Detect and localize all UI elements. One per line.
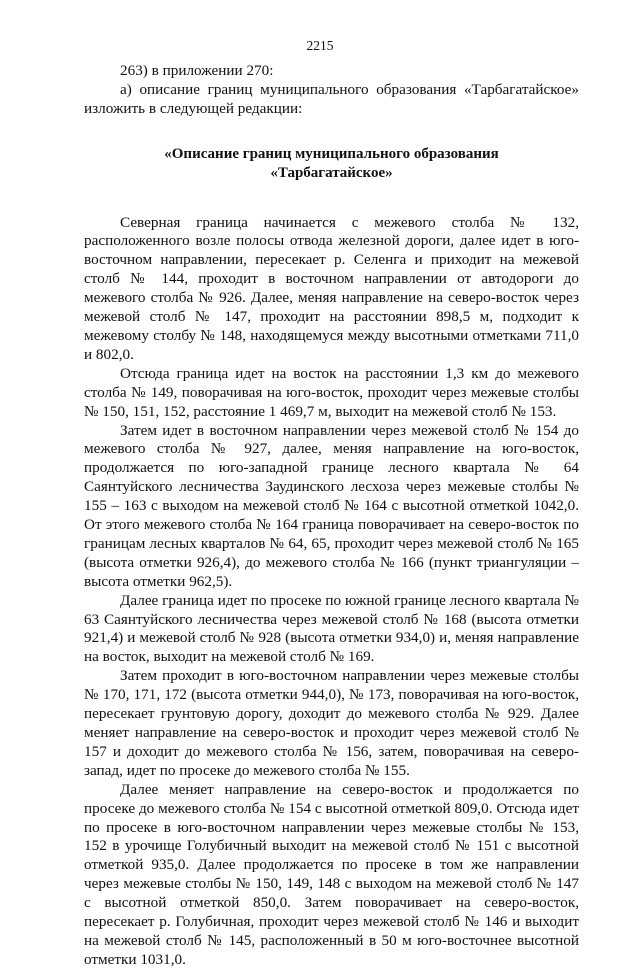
paragraph-1: Северная граница начинается с межевого столба № 132, расположенного возле полосы отвода железной дороги, далее идет в юго-восточном направлении, пересекает р. Селенга и приходит на межевой столб № 144, проходит в восточном направлении от автодороги до межевого столба № 926. Далее, меняя направление на северо-восток через межевой столб № 147, проходит на расстоянии 898,5 м, подходит к межевому столбу № 148, находящемуся между высотными отметками 711,0 и 802,0. <box>84 213 579 363</box>
page-number: 2215 <box>306 38 334 53</box>
paragraph-3: Затем идет в восточном направлении через межевой столб № 154 до межевого столба № 927, далее, меняя направление на юго-восток, продолжается по юго-западной границе лесного квартала № 64 Саянтуйского лесничества Заудинского лесхоза через межевые столбы № 155 – 163 с выходом на межевой столб № 164 с высотной отметкой 1042,0. От этого межевого столба № 164 граница поворачивает на северо-восток по границам лесных кварталов № 64, 65, проходит через межевой столб № 165 (высота отметки 926,4), до межевого столба № 166 (пункт триангуляции – высота отметки 962,5). <box>84 421 579 590</box>
paragraph-6: Далее меняет направление на северо-восток и продолжается по просеке до межевого столба № 154 с высотной отметкой 809,0. Отсюда идет по просеке в юго-восточном направлении через межевые столбы № 153, 152 в урочище Голубичный выходит на межевой столб № 151 с высотной отметкой 935,0. Далее продолжается по просеке в том же направлении через межевые столбы № 150, 149, 148 с выходом на межевой столб № 147 с высотной отметкой 850,0. Затем поворачивает на северо-восток, пересекает р. Голубичная, проходит через межевой столб № 146 и выходит на межевой столб № 145, расположенный в 50 м юго-восточнее высотной отметки 1031,0. <box>84 780 579 968</box>
intro-line-2: а) описание границ муниципального образования «Тарбагатайское» изложить в следующей редакции: <box>84 80 579 117</box>
section-title <box>84 145 579 183</box>
paragraph-4: Далее граница идет по просеке по южной границе лесного квартала № 63 Саянтуйского лесничества через межевой столб № 168 (высота отметки 921,4) и межевой столб № 928 (высота отметки 934,0) и, меняя направление на восток, выходит на межевой столб № 169. <box>84 591 579 666</box>
paragraph-2: Отсюда граница идет на восток на расстоянии 1,3 км до межевого столба № 149, поворачивая на юго-восток, проходит через межевые столбы № 150, 151, 152, расстояние 1 469,7 м, выходит на межевой столб № 153. <box>84 364 579 420</box>
section-title-line-1: «Описание границ муниципального образования <box>164 145 499 162</box>
document-body <box>84 62 579 970</box>
paragraph-5: Затем проходит в юго-восточном направлении через межевые столбы № 170, 171, 172 (высота отметки 944,0), № 173, поворачивая на юго-восток, пересекает грунтовую дорогу, доходит до межевого столба № 929. Далее меняет направление на северо-восток и проходит через межевой столб № 157 и доходит до межевого столба № 156, затем, поворачивая на северо-запад, идет по просеке до межевого столба № 155. <box>84 667 579 779</box>
intro-line-1: 263) в приложении 270: <box>120 62 274 79</box>
section-title-line-2: «Тарбагатайское» <box>270 164 393 181</box>
